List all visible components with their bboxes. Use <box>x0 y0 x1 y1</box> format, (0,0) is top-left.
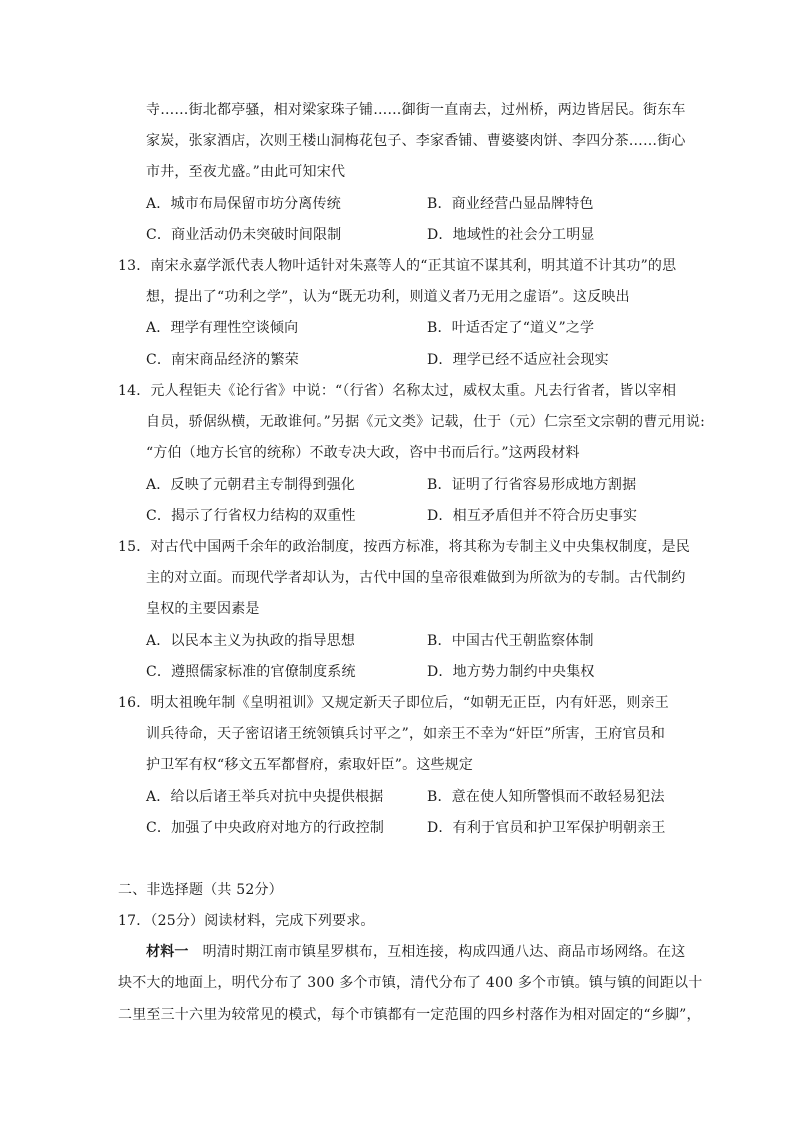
q13-option-b[interactable]: B．叶适否定了“道义”之学 <box>427 320 595 336</box>
q12-text-line: 家炭，张家酒店，次则王楼山洞梅花包子、李家香铺、曹婆婆肉饼、李四分茶……街心 <box>146 133 686 149</box>
material-text: 明清时期江南市镇星罗棋布，互相连接，构成四通八达、商品市场网络。在这 <box>202 944 686 960</box>
q13-option-d[interactable]: D．理学已经不适应社会现实 <box>427 352 609 368</box>
q17-stem: 17．（25分）阅读材料，完成下列要求。 <box>118 913 375 929</box>
q14-option-a[interactable]: A．反映了元朝君主专制得到强化 <box>146 477 356 493</box>
q15-stem-line: 主的对立面。而现代学者却认为，古代中国的皇帝很难做到为所欲为的专制。古代制约 <box>146 570 686 586</box>
q14-option-b[interactable]: B．证明了行省容易形成地方割据 <box>427 477 637 493</box>
q14-option-d[interactable]: D．相互矛盾但并不符合历史事实 <box>427 508 638 524</box>
q15-stem-line: 15．对古代中国两千余年的政治制度，按西方标准，将其称为专制主义中央集权制度，是民 <box>118 539 691 555</box>
q13-stem-line: 13．南宋永嘉学派代表人物叶适针对朱熹等人的“正其谊不谋其利，明其道不计其功”的思 <box>118 258 677 274</box>
q13-stem-line: 想，提出了“功利之学”，认为“既无功利，则道义者乃无用之虚语”。这反映出 <box>146 289 630 305</box>
q12-text-line: 市井，至夜尤盛。”由此可知宋代 <box>146 164 346 180</box>
q15-option-d[interactable]: D．地方势力制约中央集权 <box>427 664 595 680</box>
q16-stem-line: 护卫军有权“移文五军都督府，索取奸臣”。这些规定 <box>146 757 474 773</box>
q16-option-c[interactable]: C．加强了中央政府对地方的行政控制 <box>146 820 385 836</box>
q12-option-b[interactable]: B．商业经营凸显品牌特色 <box>427 196 594 212</box>
q16-option-d[interactable]: D．有利于官员和护卫军保护明朝亲王 <box>427 820 666 836</box>
q13-option-c[interactable]: C．南宋商品经济的繁荣 <box>146 352 299 368</box>
q13-option-a[interactable]: A．理学有理性空谈倾向 <box>146 320 299 336</box>
material-line: 二里至三十六里为较常见的模式，每个市镇都有一定范围的四乡村落作为相对固定的“乡脚”， <box>118 1007 701 1023</box>
q15-option-b[interactable]: B．中国古代王朝监察体制 <box>427 633 594 649</box>
material-label: 材料一 <box>146 944 189 960</box>
q14-option-c[interactable]: C．揭示了行省权力结构的双重性 <box>146 508 356 524</box>
q14-stem-line: “方伯（地方长官的统称）不敢专决大政，咨中书而后行。”这两段材料 <box>146 445 580 461</box>
q16-stem-line: 训兵待命，天子密诏诸王统领镇兵讨平之”，如亲王不幸为“奸臣”所害，王府官员和 <box>146 726 666 742</box>
q12-option-c[interactable]: C．商业活动仍未突破时间限制 <box>146 227 342 243</box>
q15-option-c[interactable]: C．遵照儒家标准的官僚制度系统 <box>146 664 356 680</box>
q16-option-b[interactable]: B．意在使人知所警惧而不敢轻易犯法 <box>427 789 665 805</box>
q15-stem-line: 皇权的主要因素是 <box>146 601 260 617</box>
q12-text-line: 寺……街北都亭骚，相对梁家珠子铺……御街一直南去，过州桥，两边皆居民。街东车 <box>146 102 686 118</box>
section-title: 二、非选择题（共 52分） <box>118 882 283 898</box>
q16-option-a[interactable]: A．给以后诸王举兵对抗中央提供根据 <box>146 789 384 805</box>
q14-stem-line: 自员，骄倨纵横，无敢谁何。”另据《元文类》记载，仕于（元）仁宗至文宗朝的曹元用说: <box>146 414 706 430</box>
q16-stem-line: 16．明太祖晚年制《皇明祖训》又规定新天子即位后，“如朝无正臣，内有奸恶，则亲王 <box>118 695 669 711</box>
q15-option-a[interactable]: A．以民本主义为执政的指导思想 <box>146 633 356 649</box>
q12-option-d[interactable]: D．地域性的社会分工明显 <box>427 227 595 243</box>
material-line: 块不大的地面上，明代分布了 300 多个市镇，清代分布了 400 多个市镇。镇与镇的间距以十 <box>118 975 703 991</box>
q12-option-a[interactable]: A．城市布局保留市坊分离传统 <box>146 196 341 212</box>
q14-stem-line: 14．元人程钜夫《论行省》中说：“（行省）名称太过，威权太重。凡去行省者，皆以宰相 <box>118 383 677 399</box>
material-one-line <box>118 942 685 962</box>
